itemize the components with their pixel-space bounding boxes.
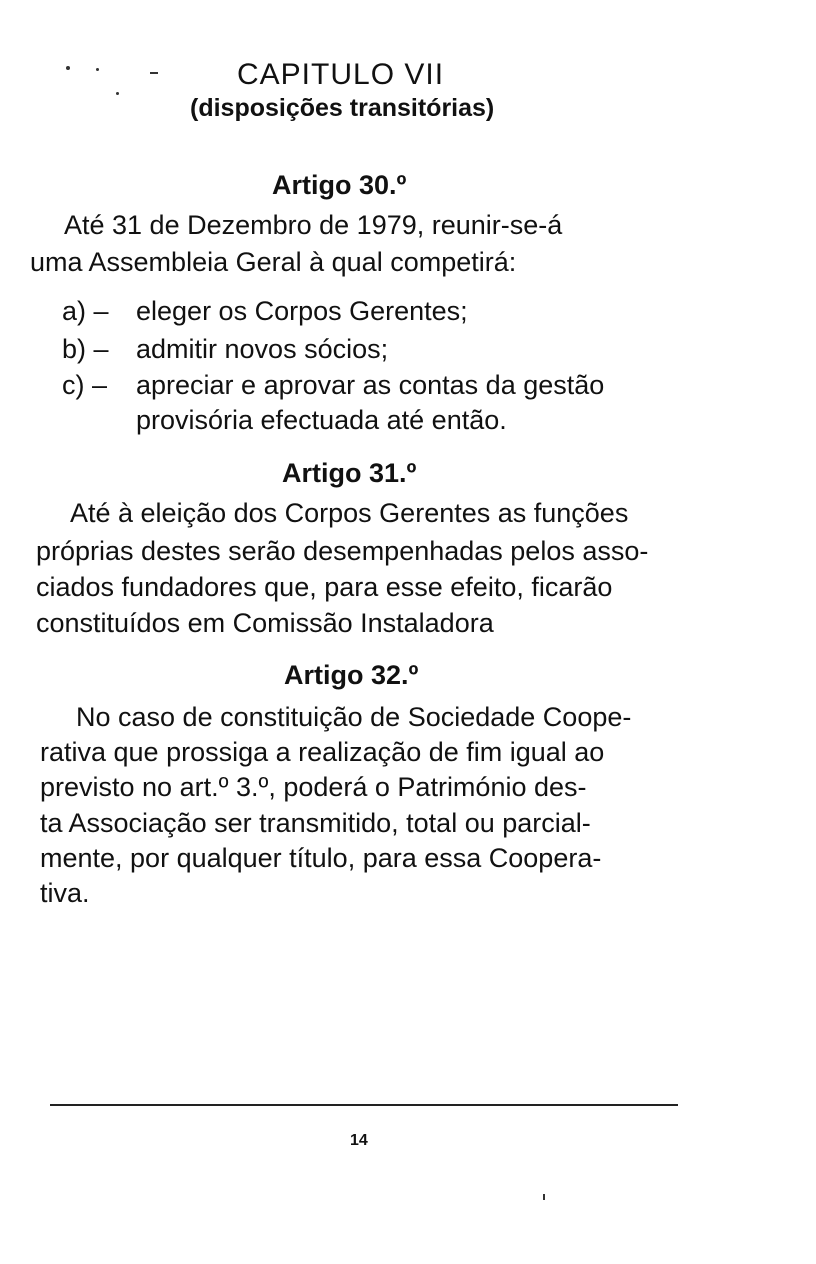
chapter-subtitle: (disposições transitórias) [190,94,495,122]
article-31-heading: Artigo 31.º [282,458,417,488]
article-30-heading: Artigo 30.º [272,170,407,200]
article-32-line: mente, por qualquer título, para essa Coopera- [40,843,602,873]
article-32-heading: Artigo 32.º [284,660,419,690]
article-31-line: constituídos em Comissão Instaladora [36,608,494,638]
article-30-item-marker: a) – [62,296,109,326]
page-number: 14 [350,1132,368,1149]
article-31-line: Até à eleição dos Corpos Gerentes as funções [70,498,629,528]
article-32-line: tiva. [40,878,90,908]
article-30-item-text: apreciar e aprovar as contas da gestão [136,370,605,400]
article-32-line: No caso de constituição de Sociedade Coope- [76,702,632,732]
scan-speck [96,68,99,71]
article-32-line: previsto no art.º 3.º, poderá o Património des- [40,772,587,802]
chapter-title: CAPITULO VII [237,58,445,91]
article-30-item-text: eleger os Corpos Gerentes; [136,296,468,326]
article-30-item-marker: c) – [62,370,108,400]
article-30-item-continuation: provisória efectuada até então. [136,405,507,435]
scan-speck [116,92,119,95]
article-31-line: próprias destes serão desempenhadas pelos asso- [36,536,649,566]
article-31-line: ciados fundadores que, para esse efeito, ficarão [36,572,613,602]
article-32-line: ta Associação ser transmitido, total ou parcial- [40,808,591,838]
article-32-line: rativa que prossiga a realização de fim igual ao [40,737,605,767]
article-30-item-marker: b) – [62,334,109,364]
footer-rule [50,1104,678,1106]
scan-speck [150,72,158,74]
article-30-intro-line: uma Assembleia Geral à qual competirá: [30,247,517,277]
article-30-intro-line: Até 31 de Dezembro de 1979, reunir-se-á [64,210,563,240]
article-30-item-text: admitir novos sócios; [136,334,389,364]
scan-speck [66,66,70,70]
scan-speck [543,1194,545,1200]
